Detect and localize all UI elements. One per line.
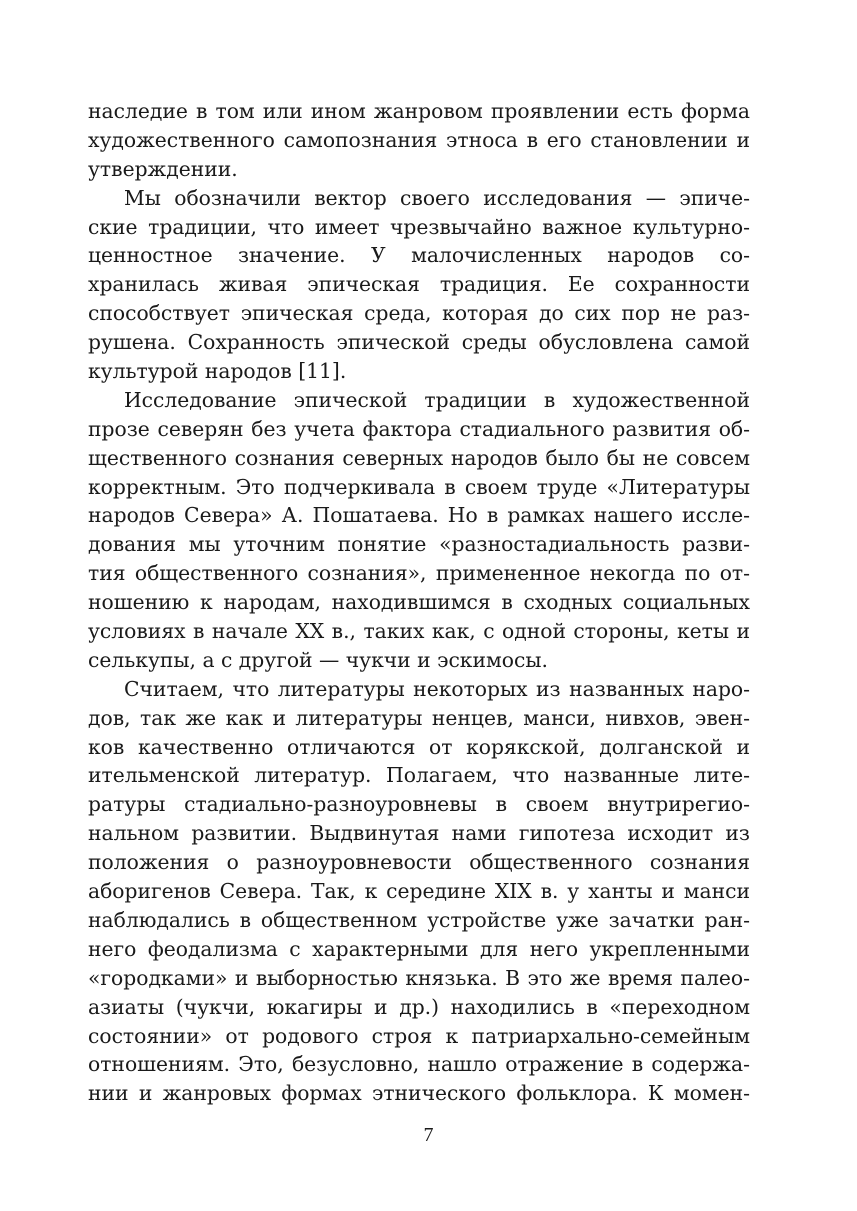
text-line: культурой народов [11]. [88, 359, 347, 384]
text-line: аборигенов Севера. Так, к середине XIX в. у ханты и манси [88, 879, 750, 904]
text-line: ношению к народам, находившимся в сходных социальных [88, 590, 750, 615]
text-line: условиях в начале XX в., таких как, с одной стороны, кеты и [88, 619, 750, 644]
text-line: корректным. Это подчеркивала в своем труде «Литературы [88, 474, 750, 499]
text-line: хранилась живая эпическая традиция. Ее сохранности [88, 272, 750, 297]
paragraph [88, 184, 750, 386]
page-body [88, 97, 750, 1108]
text-line: способствует эпическая среда, которая до сих пор не раз- [88, 301, 750, 326]
text-line: ков качественно отличаются от корякской, долганской и [88, 734, 750, 759]
paragraph [88, 386, 750, 675]
text-line: наблюдались в общественном устройстве уже зачатки ран- [88, 907, 750, 932]
text-line: рушена. Сохранность эпической среды обусловлена самой [88, 330, 750, 355]
text-line: ительменской литератур. Полагаем, что названные лите- [88, 763, 750, 788]
text-line: щественного сознания северных народов было бы не совсем [88, 445, 750, 470]
text-line: состоянии» от родового строя к патриархально-семейным [88, 1023, 750, 1048]
text-line: прозе северян без учета фактора стадиального развития об- [88, 416, 750, 441]
text-line: ские традиции, что имеет чрезвычайно важное культурно- [88, 214, 750, 239]
text-line: «городками» и выборностью князька. В это же время палео- [88, 965, 750, 990]
text-line: народов Севера» А. Пошатаева. Но в рамках нашего иссле- [88, 503, 750, 528]
text-line: ценностное значение. У малочисленных народов со- [88, 243, 750, 268]
text-line: дования мы уточним понятие «разностадиальность разви- [88, 532, 750, 557]
text-line: дов, так же как и литературы ненцев, манси, нивхов, эвен- [88, 705, 750, 730]
page-number: 7 [423, 1124, 434, 1146]
text-line: художественного самопознания этноса в его становлении и [88, 127, 750, 152]
text-line: нальном развитии. Выдвинутая нами гипотеза исходит из [88, 821, 750, 846]
text-line: тия общественного сознания», примененное некогда по от- [88, 561, 750, 586]
text-line: ратуры стадиально-разноуровневы в своем внутрирегио- [88, 792, 750, 817]
text-line: азиаты (чукчи, юкагиры и др.) находились в «переходном [88, 994, 750, 1019]
text-line: селькупы, а с другой — чукчи и эскимосы. [88, 647, 548, 672]
paragraph [88, 97, 750, 184]
paragraph [88, 675, 750, 1108]
text-line: нии и жанровых формах этнического фольклора. К момен- [88, 1081, 750, 1106]
text-line: него феодализма с характерными для него укрепленными [88, 936, 750, 961]
text-line: утверждении. [88, 156, 238, 181]
text-line: Считаем, что литературы некоторых из названных наро- [124, 676, 750, 701]
text-line: Исследование эпической традиции в художественной [124, 387, 750, 412]
text-line: наследие в том или ином жанровом проявлении есть форма [88, 99, 750, 123]
text-line: Мы обозначили вектор своего исследования — эпиче- [124, 185, 750, 210]
text-line: положения о разноуровневости общественного сознания [88, 850, 750, 875]
text-line: отношениям. Это, безусловно, нашло отражение в содержа- [88, 1052, 750, 1077]
